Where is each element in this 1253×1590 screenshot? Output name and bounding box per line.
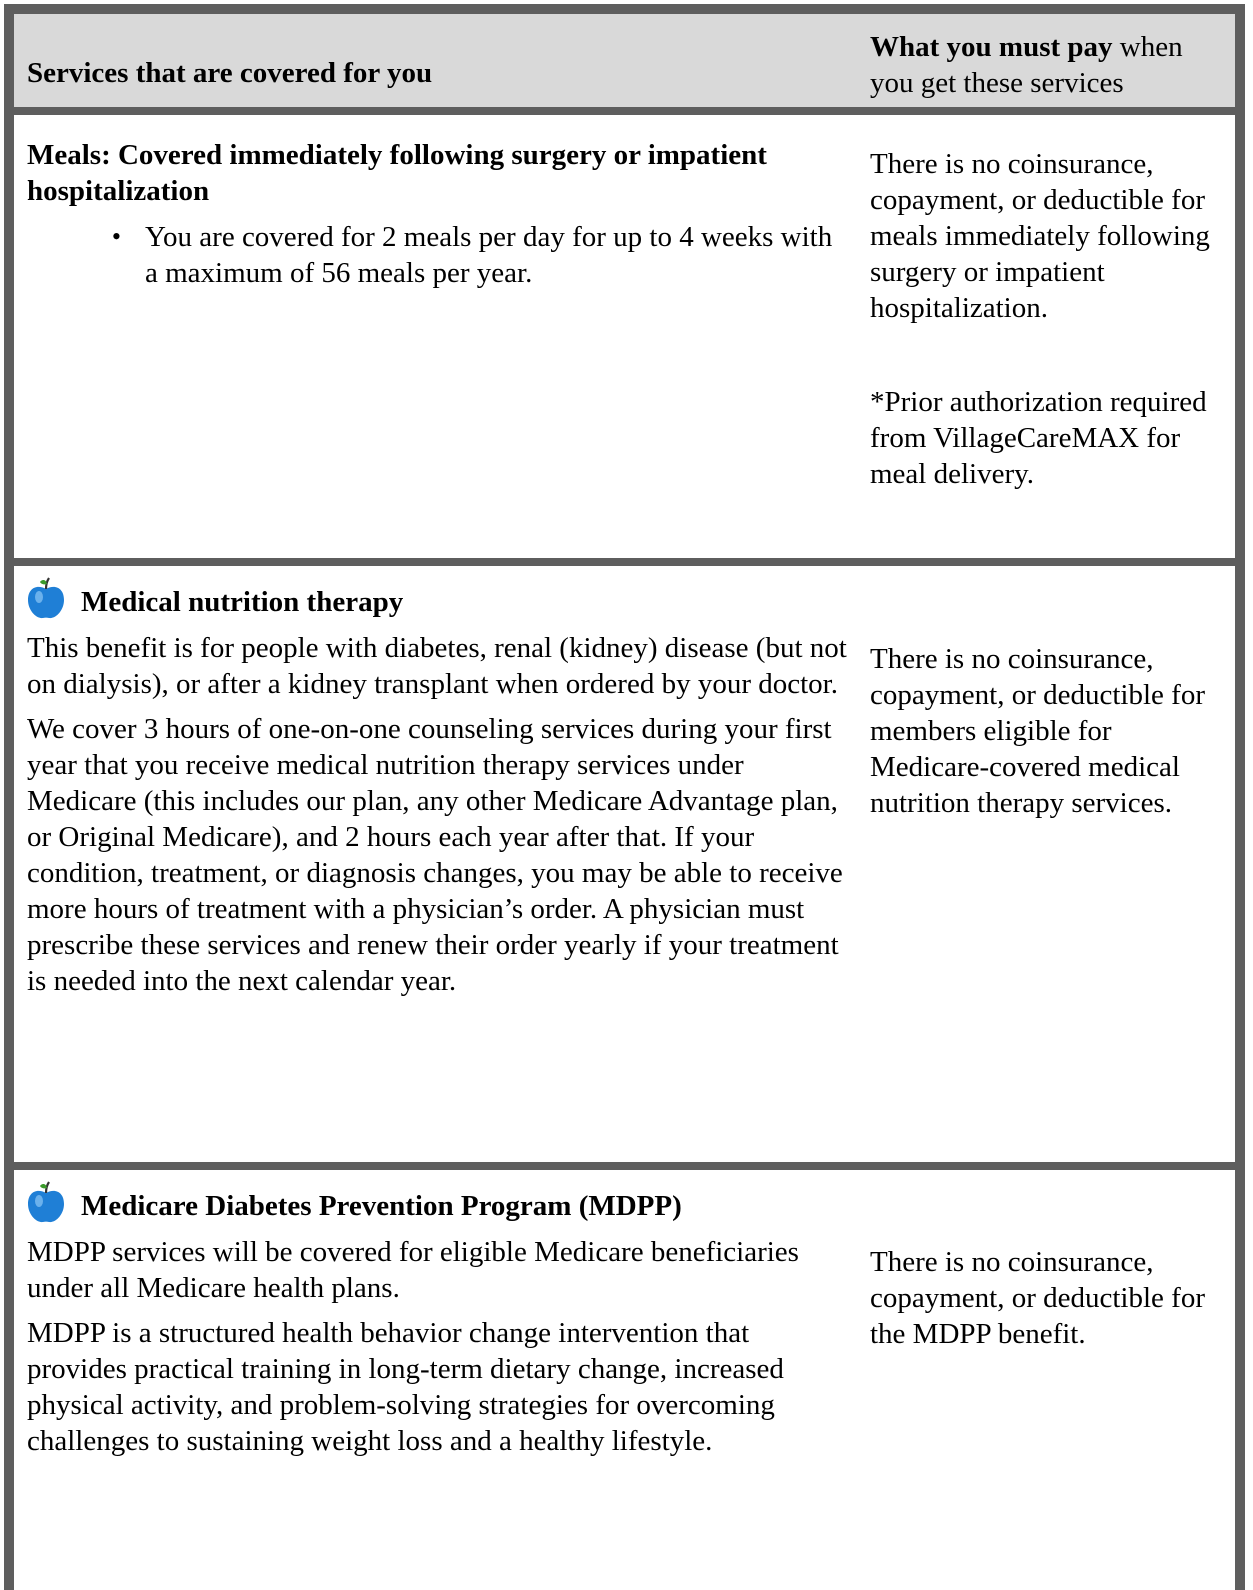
- mnt-pay-cell: [856, 566, 1235, 1162]
- mnt-title: Medical nutrition therapy: [81, 586, 404, 618]
- header-services-label: Services that are covered for you: [27, 57, 433, 89]
- meals-service-cell: [14, 115, 856, 558]
- mnt-paragraph-1: This benefit is for people with diabetes, renal (kidney) disease (but not on dialysis), or after a kidney transplant when ordered by your doctor.: [27, 632, 847, 700]
- table-header-row: [4, 4, 1245, 115]
- meals-pay-note: *Prior authorization required from VillageCareMAX for meal delivery.: [870, 386, 1207, 490]
- table-row-medical-nutrition-therapy: [4, 566, 1245, 1170]
- meals-pay-cell: [856, 115, 1235, 558]
- meals-pay-text: There is no coinsurance, copayment, or deductible for meals immediately following surgery or impatient hospitalization.: [870, 148, 1210, 324]
- header-pay-rest: when you get these services: [870, 31, 1183, 99]
- mnt-heading: [27, 576, 856, 620]
- mnt-paragraph-2: We cover 3 hours of one-on-one counseling services during your first year that you receive medical nutrition therapy services under Medicare (this includes our plan, any other Medicare Advantage plan, or Original Medicare), and 2 hours each year after that. If your condition, treatment, or diagnosis changes, you may be able to receive more hours of treatment with a physician’s order. A physician must prescribe these services and renew their order yearly if your treatment is needed into the next calendar year.: [27, 713, 843, 997]
- meals-bullet-text: You are covered for 2 meals per day for up to 4 weeks with a maximum of 56 meals per year.: [145, 221, 833, 289]
- mdpp-pay-cell: [856, 1170, 1235, 1590]
- header-pay-cell: [856, 14, 1235, 107]
- mdpp-paragraph-1: MDPP services will be covered for eligible Medicare beneficiaries under all Medicare health plans.: [27, 1236, 799, 1304]
- apple-icon: [25, 576, 67, 620]
- header-pay-label: [870, 29, 1225, 101]
- mnt-service-cell: [14, 566, 856, 1162]
- apple-icon: [25, 1180, 67, 1224]
- mdpp-heading: [27, 1180, 856, 1224]
- mdpp-pay-text: There is no coinsurance, copayment, or deductible for the MDPP benefit.: [870, 1246, 1205, 1350]
- mnt-pay-text: There is no coinsurance, copayment, or deductible for members eligible for Medicare-covered medical nutrition therapy services.: [870, 643, 1205, 819]
- meals-bullet-item: [27, 219, 856, 291]
- meals-title: Meals: Covered immediately following surgery or impatient hospitalization: [27, 139, 767, 207]
- header-pay-bold: What you must pay: [870, 31, 1113, 63]
- benefits-table: [4, 4, 1245, 1590]
- table-row-mdpp: [4, 1170, 1245, 1590]
- mdpp-paragraph-2: MDPP is a structured health behavior change intervention that provides practical training in long-term dietary change, increased physical activity, and problem-solving strategies for overcoming challenges to sustaining weight loss and a healthy lifestyle.: [27, 1317, 784, 1457]
- bullet-dot: •: [111, 222, 121, 251]
- table-row-meals: [4, 115, 1245, 566]
- mdpp-service-cell: [14, 1170, 856, 1590]
- mdpp-title: Medicare Diabetes Prevention Program (MDPP): [81, 1190, 682, 1222]
- header-services-cell: [14, 14, 856, 107]
